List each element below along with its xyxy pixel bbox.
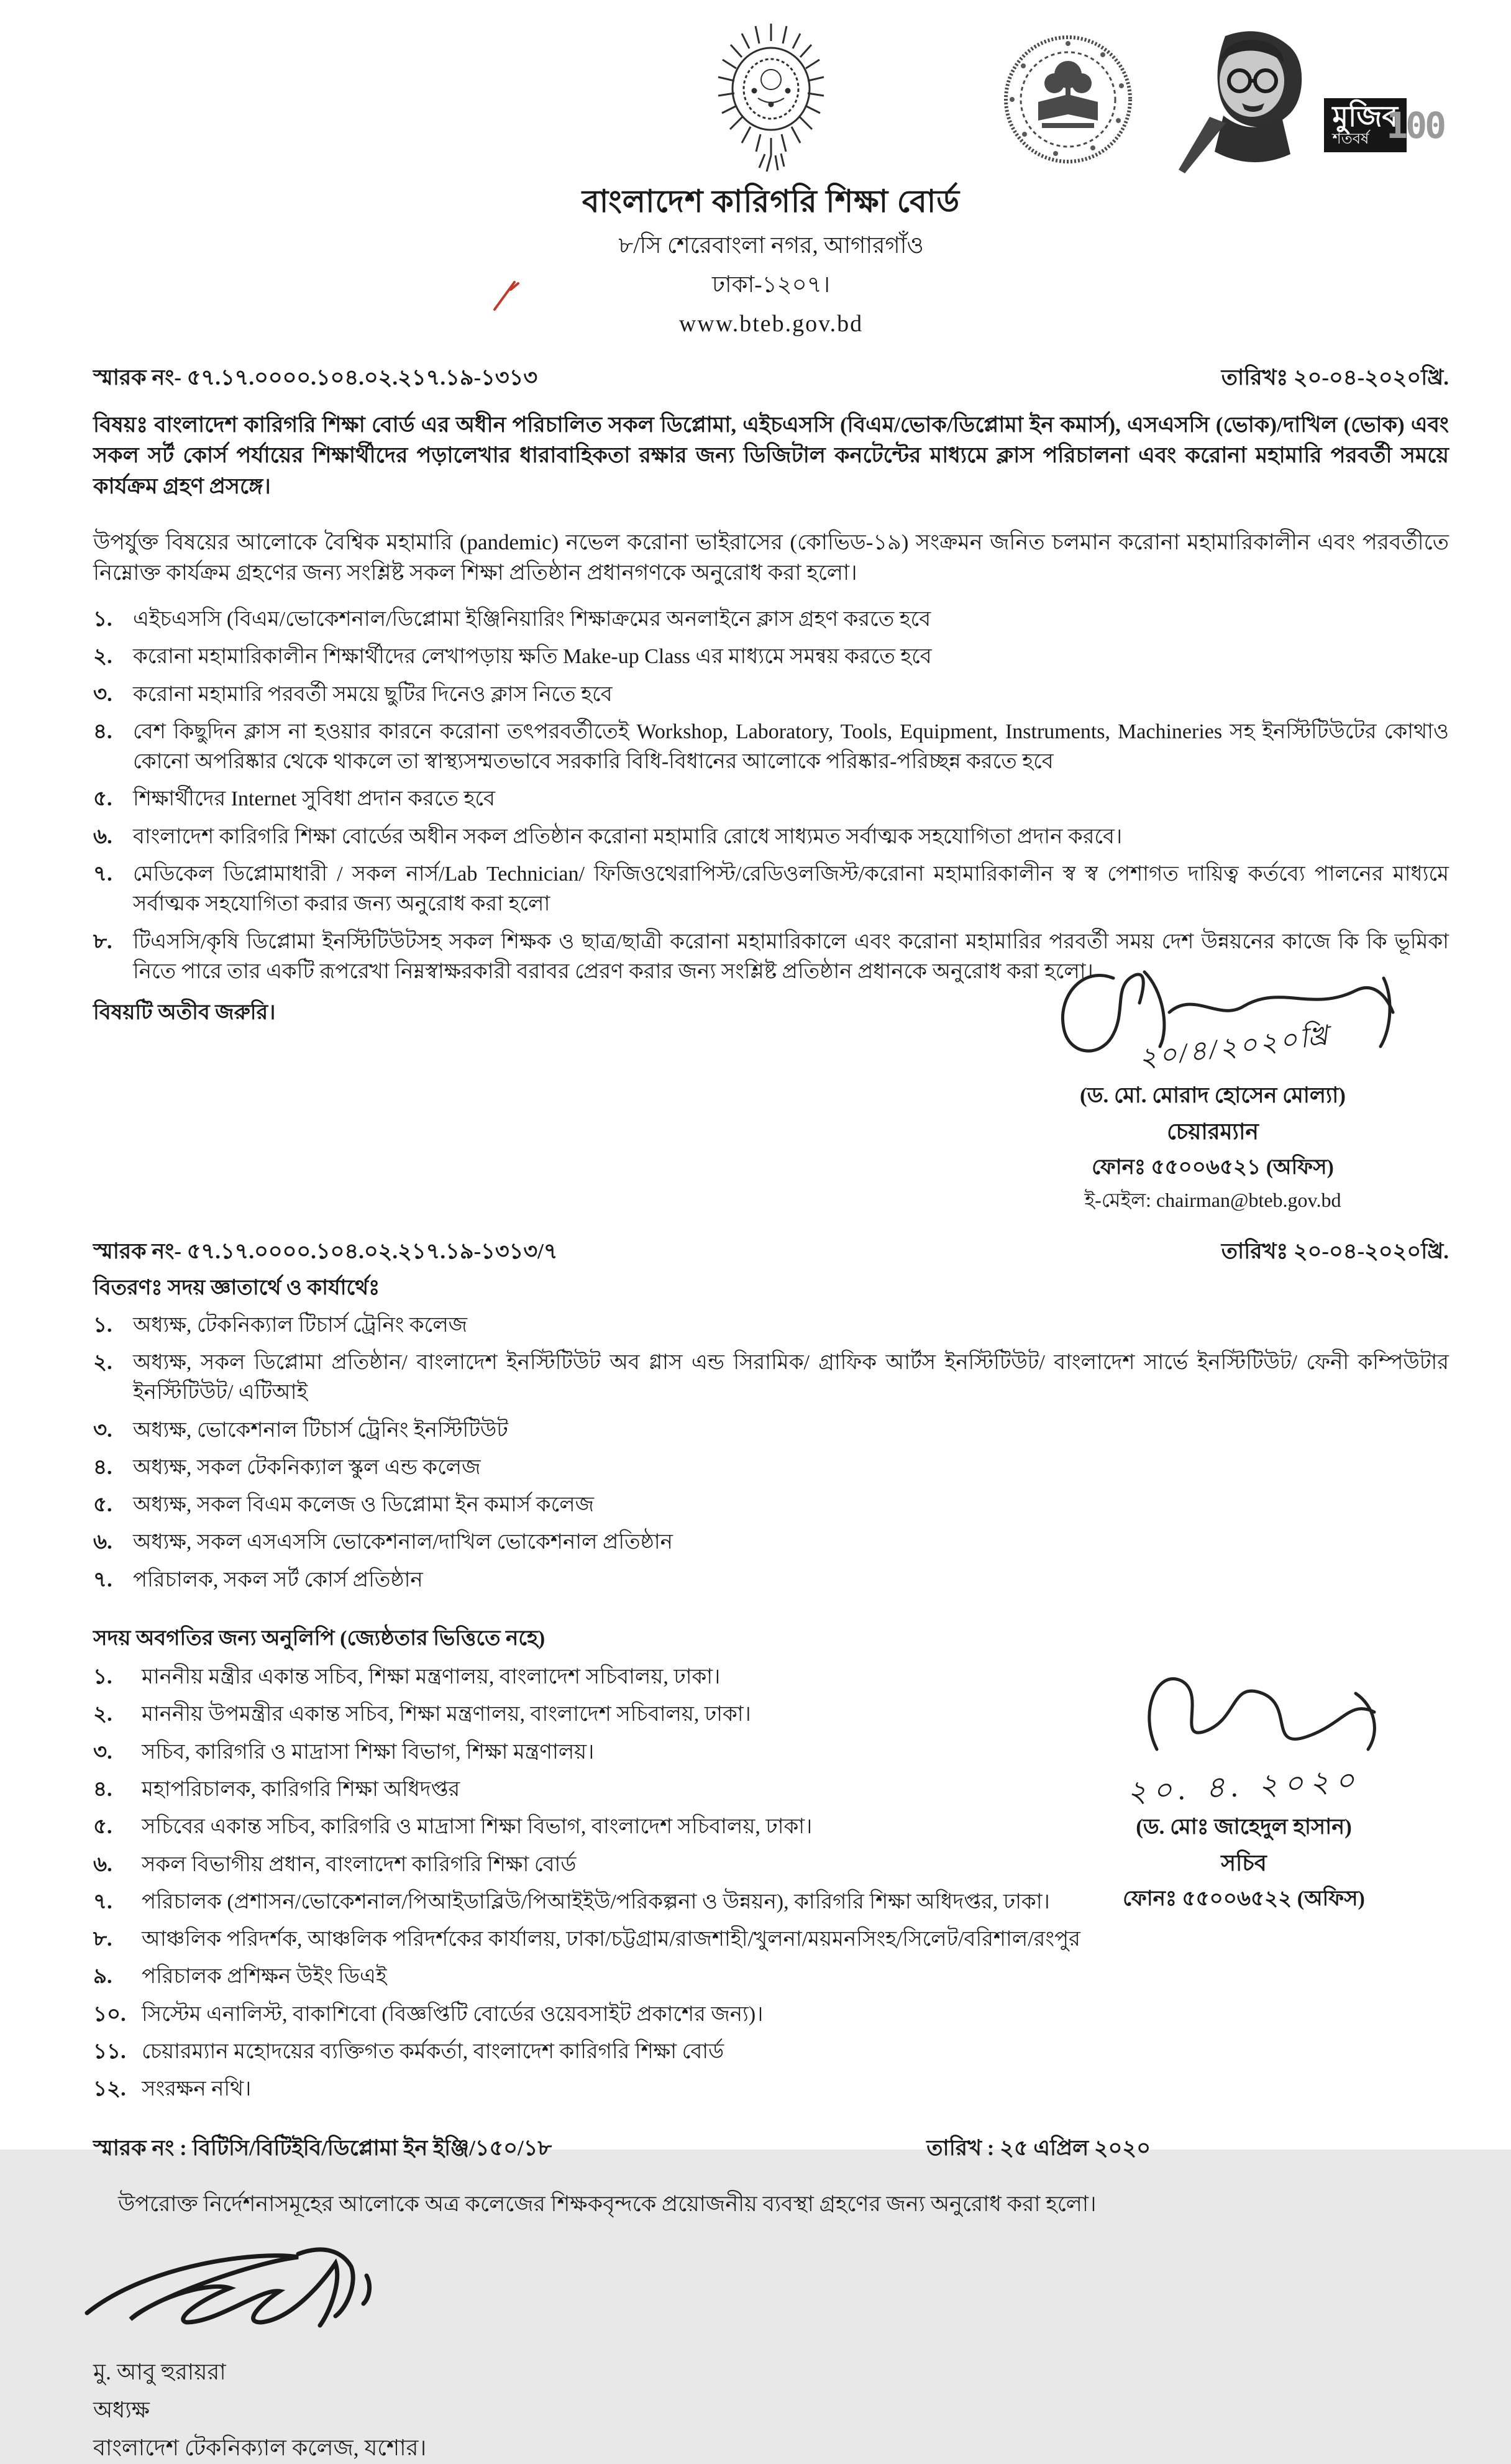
list-item: ১১. চেয়ারম্যান মহোদয়ের ব্যক্তিগত কর্মকর্তা, বাংলাদেশ কারিগরি শিক্ষা বোর্ড (93, 2040, 724, 2063)
memo3-row (93, 2133, 1151, 2164)
subject-line: বিষয়ঃ বাংলাদেশ কারিগরি শিক্ষা বোর্ড এর অধীন পরিচালিত সকল ডিপ্লোমা, এইচএসসি (বিএম/ভোক/ডিপ্লোমা ইন কমার্স), এসএসসি (ভোক)/দাখিল (ভোক) এবং সকল সর্ট কোর্স পর্যায়ের শিক্ষার্থীদের পড়ালেখার ধারাবাহিকতা রক্ষার জন্য ডিজিটাল কনটেন্টের মাধ্যমে ক্লাস পরিচালনা এবং করোনা মহামারি পরবর্তী সময়ে কার্যক্রম গ্রহণ প্রসঙ্গে। (93, 412, 1449, 499)
shotoborsho-word: শতবর্ষ (1332, 131, 1369, 147)
directives-list (93, 605, 1449, 987)
list-item: ৫. অধ্যক্ষ, সকল বিএম কলেজ ও ডিপ্লোমা ইন কমার্স কলেজ (93, 1493, 594, 1517)
principal-signature-block (93, 2238, 565, 2464)
list-item: ২. মাননীয় উপমন্ত্রীর একান্ত সচিব, শিক্ষা মন্ত্রণালয়, বাংলাদেশ সচিবালয়, ঢাকা। (93, 1703, 751, 1726)
list-item: ৬. অধ্যক্ষ, সকল এসএসসি ভোকেশনাল/দাখিল ভোকেশনাল প্রতিষ্ঠান (93, 1531, 673, 1554)
secretary-signature-block (1045, 1656, 1443, 1914)
list-item: ৭. পরিচালক (প্রশাসন/ভোকেশনাল/পিআইডাব্লিউ/পিআইইউ/পরিকল্পনা ও উন্নয়ন), কারিগরি শিক্ষা অধিদপ্তর, ঢাকা। (93, 1890, 1050, 1913)
list-item: ৪. মহাপরিচালক, কারিগরি শিক্ষা অধিদপ্তর (93, 1777, 460, 1801)
list-item: ৪. বেশ কিছুদিন ক্লাস না হওয়ার কারনে করোনা তৎপরবর্তীতেই Workshop, Laboratory, Tools, Equipment, Instruments, Machineries সহ ইনস্টিটিউটের কোথাও কোনো অপরিষ্কার থেকে থাকলে তা স্বাস্থ্যসম্মতভাবে সরকারি বিধি-বিধানের আলোকে পরিষ্কার-পরিচ্ছন্ন করতে হবে (93, 720, 1449, 774)
closing-paragraph: উপরোক্ত নির্দেশনাসমূহের আলোকে অত্র কলেজের শিক্ষকবৃন্দকে প্রয়োজনীয় ব্যবস্থা গ্রহণের জন্য অনুরোধ করা হলো। (118, 2192, 1097, 2217)
tree-and-book-glyph (1038, 61, 1098, 128)
secretary-handwritten-date: ২০. ৪. ২০২০ (1126, 1764, 1362, 1809)
list-item: ৫. শিক্ষার্থীদের Internet সুবিধা প্রদান করতে হবে (93, 787, 495, 811)
memo2-row (93, 1236, 1449, 1267)
list-item: ৭. মেডিকেল ডিপ্লোমাধারী / সকল নার্স/Lab Technician/ ফিজিওথেরাপিস্ট/রেডিওলজিস্ট/করোনা মহামারিকালীন স্ব স্ব পেশাগত দায়িত্ব কর্তব্যে পালনের মাধ্যমে সর্বাত্মক সহযোগিতা করার জন্য অনুরোধ করা হলো (93, 863, 1449, 916)
principal-org: বাংলাদেশ টেকনিক্যাল কলেজ, যশোর। (93, 2435, 427, 2460)
copy-list-heading: সদয় অবগতির জন্য অনুলিপি (জ্যেষ্ঠতার ভিত্তিতে নহে) (93, 1626, 546, 1650)
chairman-name: (ড. মো. মোরাদ হোসেন মোল্যা) (1080, 1083, 1346, 1108)
principal-title: অধ্যক্ষ (93, 2397, 150, 2422)
mujib-100-logo (1166, 24, 1444, 188)
list-item: ৮. টিএসসি/কৃষি ডিপ্লোমা ইনস্টিটিউটসহ সকল শিক্ষক ও ছাত্র/ছাত্রী করোনা মহামারিকালে এবং করোনা মহামারির পরবর্তী সময় দেশ উন্নয়নের কাজে কি কি ভূমিকা নিতে পারে তার একটি রূপরেখা নিম্নস্বাক্ষরকারী বরাবর প্রেরণ করার জন্য সংশ্লিষ্ট প্রতিষ্ঠান প্রধানকে অনুরোধ করা হলো। (93, 930, 1449, 983)
chairman-email: ই-মেইল: chairman@bteb.gov.bd (1084, 1189, 1341, 1212)
list-item: ৮. আঞ্চলিক পরিদর্শক, আঞ্চলিক পরিদর্শকের কার্যালয়, ঢাকা/চট্টগ্রাম/রাজশাহী/খুলনা/ময়মনসিংহ/সিলেট/বরিশাল/রংপুর (93, 1928, 1080, 1951)
secretary-title: সচিব (1221, 1850, 1267, 1875)
list-item: ৬. সকল বিভাগীয় প্রধান, বাংলাদেশ কারিগরি শিক্ষা বোর্ড (93, 1853, 577, 1876)
urgent-note: বিষয়টি অতীব জরুরি। (93, 1001, 276, 1025)
org-address-line2: ঢাকা-১২০৭। (711, 272, 830, 298)
chairman-phone: ফোনঃ ৫৫০০৬৫২১ (অফিস) (1092, 1156, 1334, 1179)
list-item: ১. এইচএসসি (বিএম/ভোকেশনাল/ডিপ্লোমা ইঞ্জিনিয়ারিং শিক্ষাক্রমের অনলাইনে ক্লাস গ্রহণ করতে হবে (93, 608, 931, 631)
secretary-name: (ড. মোঃ জাহেদুল হাসান) (1136, 1815, 1352, 1839)
principal-name: মু. আবু হুরায়রা (93, 2359, 226, 2384)
list-item: ৬. বাংলাদেশ কারিগরি শিক্ষা বোর্ডের অধীন সকল প্রতিষ্ঠান করোনা মহামারি রোধে সাধ্যমত সর্বাত্মক সহযোগিতা প্রদান করবে। (93, 825, 1123, 848)
list-item: ৭. পরিচালক, সকল সর্ট কোর্স প্রতিষ্ঠান (93, 1568, 423, 1592)
list-item: ১০. সিস্টেম এনালিস্ট, বাকাশিবো (বিজ্ঞপ্তিটি বোর্ডের ওয়েবসাইট প্রকাশের জন্য)। (93, 2002, 764, 2026)
secretary-phone: ফোনঃ ৫৫০০৬৫২২ (অফিস) (1123, 1887, 1365, 1910)
memo1-date: তারিখঃ ২০-০৪-২০২০খ্রি. (1221, 365, 1449, 390)
letterhead (93, 17, 1449, 341)
list-item: ৩. করোনা মহামারি পরবর্তী সময়ে ছুটির দিনেও ক্লাস নিতে হবে (93, 682, 613, 706)
org-address-line1: ৮/সি শেরেবাংলা নগর, আগারগাঁও (618, 233, 924, 259)
list-item: ৫. সচিবের একান্ত সচিব, কারিগরি ও মাদ্রাসা শিক্ষা বিভাগ, বাংলাদেশ সচিবালয়, ঢাকা। (93, 1815, 813, 1839)
list-item: ৩. অধ্যক্ষ, ভোকেশনাল টিচার্স ট্রেনিং ইনস্টিটিউট (93, 1418, 508, 1442)
chairman-handwritten-date: ২০/৪/২০২০খ্রি (1137, 1020, 1332, 1074)
list-item: ২. অধ্যক্ষ, সকল ডিপ্লোমা প্রতিষ্ঠান/ বাংলাদেশ ইনস্টিটিউট অব গ্লাস এন্ড সিরামিক/ গ্রাফিক আর্টস ইনস্টিটিউট/ বাংলাদেশ সার্ভে ইনস্টিটিউট/ ফেনী কম্পিউটার ইনস্টিটিউট/ এটিআই (93, 1351, 1449, 1404)
website-url: www.bteb.gov.bd (678, 311, 864, 337)
chairman-signature-block (989, 953, 1436, 1215)
distribution-heading: বিতরণঃ সদয় জ্ঞাতার্থে ও কার্যার্থেঃ (93, 1276, 380, 1299)
memo3-date: তারিখ : ২৫ এপ্রিল ২০২০ (926, 2136, 1151, 2161)
secretary-signature (1082, 1656, 1405, 1774)
list-item: ৩. সচিব, কারিগরি ও মাদ্রাসা শিক্ষা বিভাগ, শিক্ষা মন্ত্রণালয়। (93, 1740, 595, 1764)
principal-signature (75, 2238, 422, 2350)
list-item: ৪. অধ্যক্ষ, সকল টেকনিক্যাল স্কুল এন্ড কলেজ (93, 1455, 481, 1479)
memo2-number: স্মারক নং- ৫৭.১৭.০০০০.১০৪.০২.২১৭.১৯-১৩১৩/৭ (93, 1239, 558, 1263)
chairman-title: চেয়ারম্যান (1167, 1119, 1259, 1145)
org-name: বাংলাদেশ কারিগরি শিক্ষা বোর্ড (582, 184, 961, 219)
list-item: ২. করোনা মহামারিকালীন শিক্ষার্থীদের লেখাপড়ায় ক্ষতি Make-up Class এর মাধ্যমে সমন্বয় করতে হবে (93, 645, 932, 669)
chairman-signature (1020, 953, 1405, 1090)
mujib-word: মুজিব (1332, 100, 1398, 132)
memo3-number: স্মারক নং : বিটিসি/বিটিইবি/ডিপ্লোমা ইন ইঞ্জি/১৫০/১৮ (93, 2136, 552, 2161)
memo2-date: তারিখঃ ২০-০৪-২০২০খ্রি. (1221, 1239, 1449, 1263)
memo1-row (93, 362, 1449, 393)
list-item: ১. মাননীয় মন্ত্রীর একান্ত সচিব, শিক্ষা মন্ত্রণালয়, বাংলাদেশ সচিবালয়, ঢাকা। (93, 1665, 721, 1689)
list-item: ১২. সংরক্ষন নথি। (93, 2077, 252, 2101)
list-item: ১. অধ্যক্ষ, টেকনিক্যাল টিচার্স ট্রেনিং কলেজ (93, 1313, 468, 1337)
college-seal-logo (998, 30, 1138, 170)
intro-paragraph: উপর্যুক্ত বিষয়ের আলোকে বৈশ্বিক মহামারি (pandemic) নভেল করোনা ভাইরাসের (কোভিড-১৯) সংক্রমন জনিত চলমান করোনা মহামারিকালীন এবং পরবর্তীতে নিম্নোক্ত কার্যক্রম গ্রহণের জন্য সংশ্লিষ্ট সকল শিক্ষা প্রতিষ্ঠান প্রধানগণকে অনুরোধ করা হলো। (93, 529, 1449, 585)
distribution-list (93, 1311, 1449, 1595)
mujib-100-number: 100 (1386, 104, 1444, 147)
list-item: ৯. পরিচালক প্রশিক্ষন উইং ডিএই (93, 1965, 387, 1989)
memo1-number: স্মারক নং- ৫৭.১৭.০০০০.১০৪.০২.২১৭.১৯-১৩১৩ (93, 365, 538, 390)
bteb-seal-logo (706, 17, 836, 176)
